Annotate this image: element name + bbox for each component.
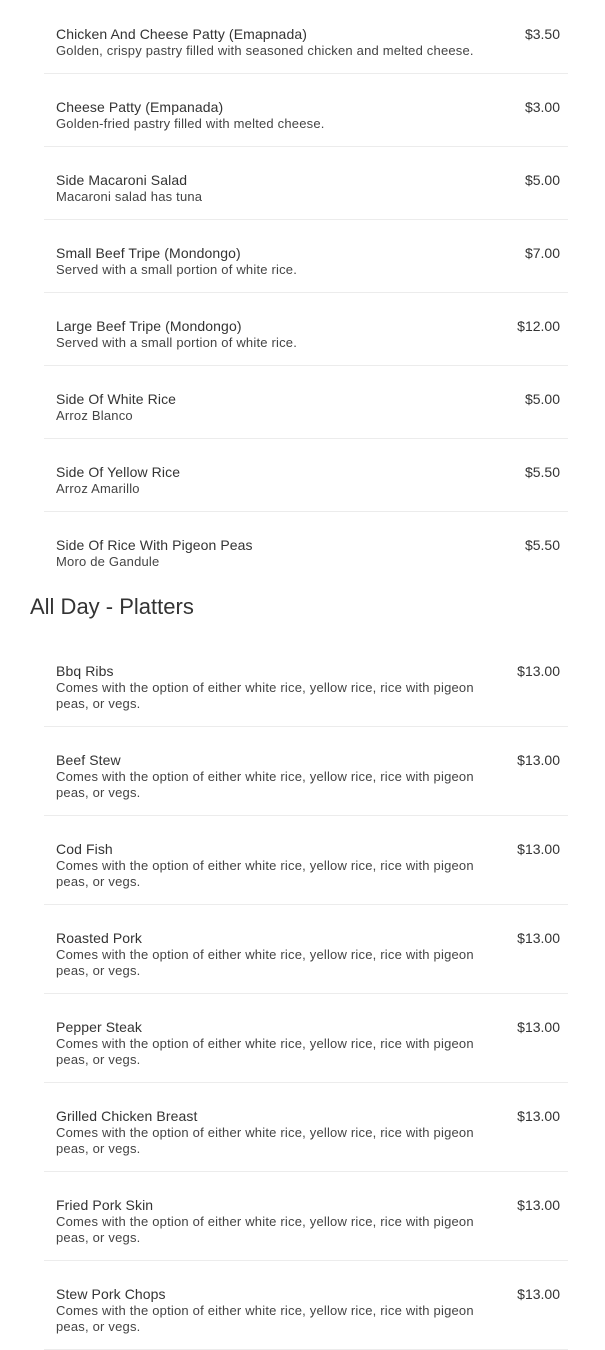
- item-description: Comes with the option of either white rice, yellow rice, rice with pigeon peas, or vegs.: [56, 858, 474, 889]
- item-description: Comes with the option of either white rice, yellow rice, rice with pigeon peas, or vegs.: [56, 1303, 474, 1334]
- item-price: $13.00: [517, 663, 560, 679]
- item-name: Side Of Yellow Rice: [56, 464, 181, 480]
- menu-item[interactable]: [44, 1, 568, 74]
- item-price: $5.50: [524, 464, 560, 480]
- section-title: All Day - Platters: [30, 594, 194, 619]
- item-price: $3.00: [524, 99, 560, 115]
- item-name: Grilled Chicken Breast: [56, 1108, 198, 1124]
- item-description: Comes with the option of either white rice, yellow rice, rice with pigeon peas, or vegs.: [56, 680, 474, 711]
- item-price: $5.50: [524, 537, 560, 553]
- item-price: $7.00: [524, 245, 560, 261]
- item-name: Cod Fish: [56, 841, 113, 857]
- menu-section-platters: [0, 584, 605, 1350]
- menu-item[interactable]: [44, 220, 568, 293]
- item-price: $13.00: [517, 930, 560, 946]
- menu-item[interactable]: [44, 512, 568, 584]
- item-price: $13.00: [517, 1019, 560, 1035]
- menu-item[interactable]: [44, 439, 568, 512]
- item-price: $5.00: [524, 172, 560, 188]
- item-name: Large Beef Tripe (Mondongo): [56, 318, 242, 334]
- menu-item[interactable]: [44, 1083, 568, 1172]
- item-description: Comes with the option of either white rice, yellow rice, rice with pigeon peas, or vegs.: [56, 1214, 474, 1245]
- menu-item[interactable]: [44, 727, 568, 816]
- menu-item[interactable]: [44, 1261, 568, 1350]
- menu-item[interactable]: [44, 366, 568, 439]
- item-price: $13.00: [517, 1197, 560, 1213]
- menu-item[interactable]: [44, 816, 568, 905]
- menu-item[interactable]: [44, 638, 568, 727]
- item-name: Small Beef Tripe (Mondongo): [56, 245, 241, 261]
- menu-item[interactable]: [44, 147, 568, 220]
- item-name: Roasted Pork: [56, 930, 143, 946]
- item-description: Arroz Blanco: [56, 408, 133, 423]
- item-price: $13.00: [517, 1286, 560, 1302]
- item-price: $13.00: [517, 841, 560, 857]
- item-name: Side Macaroni Salad: [56, 172, 188, 188]
- item-description: Golden-fried pastry filled with melted cheese.: [56, 116, 325, 131]
- menu-item[interactable]: [44, 994, 568, 1083]
- item-description: Comes with the option of either white rice, yellow rice, rice with pigeon peas, or vegs.: [56, 947, 474, 978]
- item-price: $3.50: [524, 26, 560, 42]
- item-description: Macaroni salad has tuna: [56, 189, 203, 204]
- item-name: Side Of White Rice: [56, 391, 177, 407]
- menu-item[interactable]: [44, 1172, 568, 1261]
- item-description: Golden, crispy pastry filled with seasoned chicken and melted cheese.: [56, 43, 474, 58]
- item-name: Bbq Ribs: [56, 663, 114, 679]
- item-name: Side Of Rice With Pigeon Peas: [56, 537, 253, 553]
- menu-item[interactable]: [44, 905, 568, 994]
- item-name: Pepper Steak: [56, 1019, 143, 1035]
- item-description: Comes with the option of either white rice, yellow rice, rice with pigeon peas, or vegs.: [56, 1125, 474, 1156]
- menu-section-sides: [0, 0, 605, 584]
- item-description: Comes with the option of either white rice, yellow rice, rice with pigeon peas, or vegs.: [56, 769, 474, 800]
- item-description: Arroz Amarillo: [56, 481, 140, 496]
- item-price: $13.00: [517, 752, 560, 768]
- item-price: $12.00: [517, 318, 560, 334]
- item-description: Served with a small portion of white rice.: [56, 262, 298, 277]
- item-name: Stew Pork Chops: [56, 1286, 166, 1302]
- item-name: Fried Pork Skin: [56, 1197, 154, 1213]
- item-name: Cheese Patty (Empanada): [56, 99, 224, 115]
- menu-item[interactable]: [44, 293, 568, 366]
- menu-item[interactable]: [44, 74, 568, 147]
- item-description: Comes with the option of either white rice, yellow rice, rice with pigeon peas, or vegs.: [56, 1036, 474, 1067]
- item-price: $5.00: [524, 391, 560, 407]
- item-name: Beef Stew: [56, 752, 121, 768]
- item-description: Moro de Gandule: [56, 554, 160, 569]
- item-name: Chicken And Cheese Patty (Emapnada): [56, 26, 307, 42]
- item-price: $13.00: [517, 1108, 560, 1124]
- item-description: Served with a small portion of white rice.: [56, 335, 298, 350]
